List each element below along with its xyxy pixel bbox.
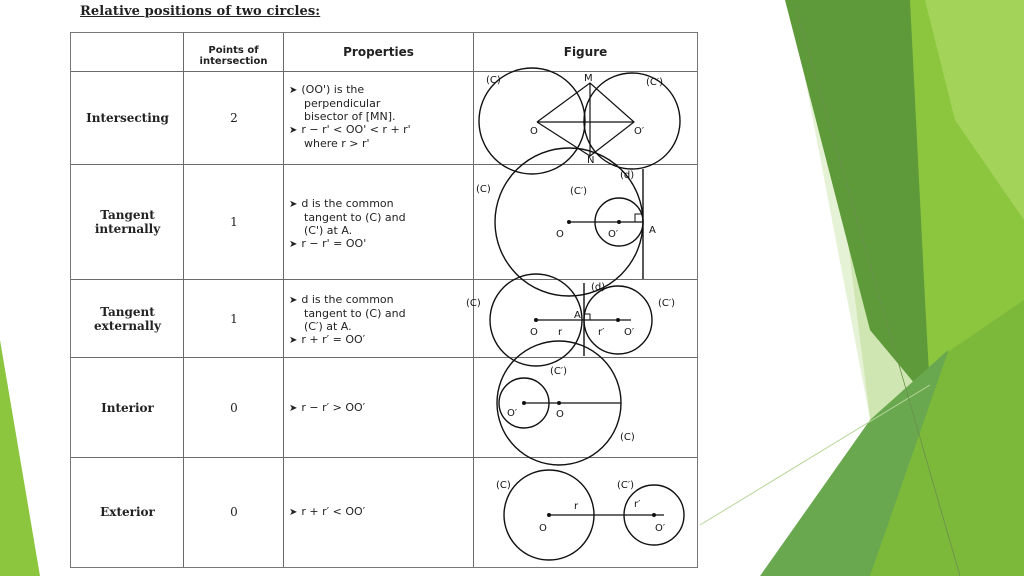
row-name-intersecting: Intersecting [86,111,169,125]
bullet-arrow-icon: ➤ [289,125,298,136]
label-d: (d) [620,170,635,181]
row-props-tangent-externally: ➤ d is the common tangent to (C) and (C′) at A. ➤ r + r′ = OO′ [289,293,406,346]
label-c-prime: (C′) [550,366,568,377]
label-o: O [556,409,564,420]
label-a: A [574,310,581,321]
label-o: O [539,523,547,534]
row-points-exterior: 0 [230,505,238,519]
label-o: O [530,126,538,137]
label-c-prime: (C′) [617,480,635,491]
label-o-prime: O′ [608,229,619,240]
label-a: A [649,225,656,236]
figure-tangent-externally [466,280,697,357]
label-o: O [530,327,538,338]
row-name-tangent-internally: Tangent internally [94,208,161,236]
bullet-arrow-icon: ➤ [289,295,298,306]
row-name-tangent-externally: Tangent externally [94,305,161,333]
row-points-tangent-externally: 1 [230,312,238,326]
row-points-interior: 0 [230,401,238,415]
bullet-arrow-icon: ➤ [289,507,298,518]
row-name-interior: Interior [101,401,154,415]
figure-exterior [474,458,697,567]
label-o-prime: O′ [624,327,635,338]
label-c: (C) [620,432,635,443]
center-o [534,318,538,322]
label-r-prime: r′ [598,327,605,338]
label-m: M [584,73,593,84]
bullet-arrow-icon: ➤ [289,85,298,96]
center-o-prime [617,220,621,224]
label-c: (C) [466,298,481,309]
header-figure: Figure [563,45,608,59]
label-o-prime: O′ [634,126,645,137]
row-name-exterior: Exterior [100,505,155,519]
label-r-prime: r′ [634,499,641,510]
row-props-intersecting: ➤ (OO') is the perpendicular bisector of [MN]. ➤ r − r' < OO' < r + r' where r > r' [289,83,411,150]
label-d: (d) [591,282,606,293]
figure-interior [474,358,697,457]
row-props-exterior: ➤ r + r′ < OO′ [289,505,366,518]
row-props-tangent-internally: ➤ d is the common tangent to (C) and (C') at A. ➤ r − r' = OO' [289,197,406,250]
slide-title: Relative positions of two circles: [80,4,321,19]
label-o: O [556,229,564,240]
label-c: (C) [486,75,501,86]
label-c-prime: (C′) [570,186,588,197]
label-r: r [558,327,563,338]
bullet-arrow-icon: ➤ [289,239,298,250]
label-o-prime: O′ [507,408,518,419]
center-o-prime [652,513,656,517]
row-props-interior: ➤ r − r′ > OO′ [289,401,366,414]
label-c-prime: (C′) [658,298,676,309]
bullet-arrow-icon: ➤ [289,335,298,346]
center-o [557,401,561,405]
header-properties: Properties [343,45,414,59]
center-o-prime [616,318,620,322]
label-c: (C) [476,184,491,195]
label-c-prime: (C′) [646,77,664,88]
bullet-arrow-icon: ➤ [289,199,298,210]
label-n: N [587,155,595,166]
bullet-arrow-icon: ➤ [289,403,298,414]
header-points: Points of intersection [199,45,268,67]
row-points-intersecting: 2 [230,111,238,125]
left-green-facet [0,340,40,576]
label-r: r [574,501,579,512]
center-o [547,513,551,517]
center-o [567,220,571,224]
circle-positions-table [70,32,698,568]
label-c: (C) [496,480,511,491]
label-o-prime: O′ [655,523,666,534]
row-points-tangent-internally: 1 [230,215,238,229]
figure-tangent-internally [474,165,697,279]
center-o-prime [522,401,526,405]
